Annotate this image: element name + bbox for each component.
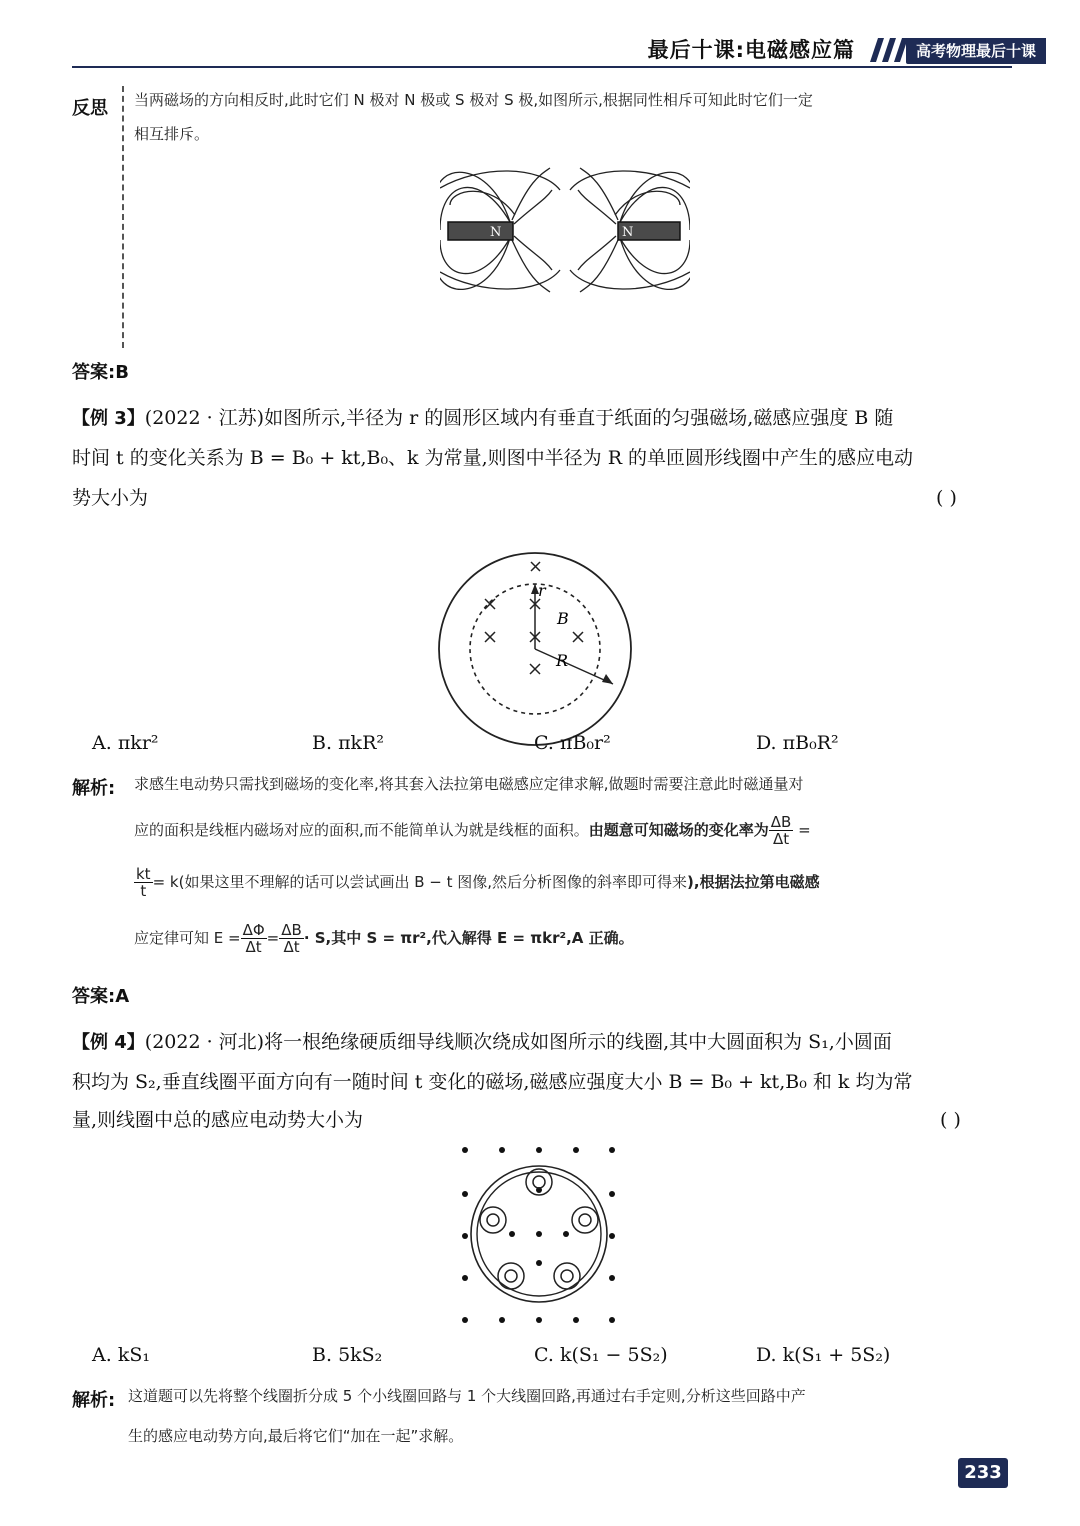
analysis3-line3: $\frac{kt}{t}$ = k(如果这里不理解的话可以尝试画出 B − t 图像,然后分析图像的斜率即可得来),根据法拉第电磁感: [136, 865, 820, 900]
option-d[interactable]: D. πB₀R²: [756, 732, 839, 754]
analysis4-line2: 生的感应电动势方向,最后将它们“加在一起”求解。: [128, 1427, 464, 1445]
answer1-label: 答案:: [72, 362, 116, 383]
header-rule: [72, 66, 1012, 68]
header-title: 最后十课:电磁感应篇: [647, 38, 855, 62]
answer2-value: A: [115, 986, 130, 1007]
example3-line3: 势大小为: [72, 487, 149, 509]
label-r: r: [538, 581, 546, 600]
option-c[interactable]: C. πB₀r²: [534, 732, 611, 754]
example4-line1: [72, 1024, 892, 1061]
reflection-tag: 反思: [72, 98, 108, 119]
example3-text1: (2022 · 江苏)如图所示,半径为 r 的圆形区域内有垂直于纸面的匀强磁场,磁感应强度 B 随: [144, 407, 894, 429]
option-b[interactable]: B. πkR²: [312, 732, 384, 754]
answer1-value: B: [115, 362, 129, 383]
answer1: [72, 358, 129, 384]
analysis3-tag: 解析:: [72, 778, 116, 799]
right-magnet-label: N: [622, 225, 634, 240]
analysis3-line4: 应定律可知 E = $\frac{\Delta\Phi}{\Delta t}$ = $\frac{\Delta B}{\Delta t}$ · S,其中 S = πr²,代入解得 E = πkr²,A 正确。: [134, 921, 634, 956]
option4-c[interactable]: C. k(S₁ − 5S₂): [534, 1344, 668, 1366]
analysis4-tag: 解析:: [72, 1390, 116, 1411]
example4-line2: 积均为 S₂,垂直线圈平面方向有一随时间 t 变化的磁场,磁感应强度大小 B = B₀ + kt,B₀ 和 k 均为常: [72, 1071, 913, 1093]
example4-tag: 【例 4】: [72, 1032, 145, 1053]
answer2-label: 答案:: [72, 986, 116, 1007]
label-R: R: [556, 651, 569, 670]
option4-b[interactable]: B. 5kS₂: [312, 1344, 383, 1366]
header-badge: 高考物理最后十课: [906, 38, 1046, 64]
reflection-divider: [122, 86, 124, 348]
analysis3-line2: 应的面积是线框内磁场对应的面积,而不能简单认为就是线框的面积。由题意可知磁场的变化率为 $\frac{\Delta B}{\Delta t}$ =: [134, 813, 811, 848]
option-a[interactable]: A. πkr²: [92, 732, 159, 754]
analysis4-line1: 这道题可以先将整个线圈折分成 5 个小线圈回路与 1 个大线圈回路,再通过右手定则,分析这些回路中产: [128, 1387, 806, 1405]
example4-text1: (2022 · 河北)将一根绝缘硬质细导线顺次绕成如图所示的线圈,其中大圆面积为 S₁,小圆面: [144, 1031, 892, 1053]
left-magnet-label: N: [490, 225, 502, 240]
answer2: [72, 982, 129, 1008]
left-magnet: [448, 222, 513, 240]
reflection-line1: 当两磁场的方向相反时,此时它们 N 极对 N 极或 S 极对 S 极,如图所示,根据同性相斥可知此时它们一定: [134, 91, 813, 109]
example4-bracket: ( ): [940, 1109, 961, 1131]
option4-d[interactable]: D. k(S₁ + 5S₂): [756, 1344, 891, 1366]
coil-figure: [450, 1138, 630, 1330]
reflection-line2: 相互排斥。: [134, 125, 210, 143]
page-number: 233: [958, 1458, 1008, 1488]
analysis3-line1: 求感生电动势只需找到磁场的变化率,将其套入法拉第电磁感应定律求解,做题时需要注意此时磁通量对: [134, 775, 804, 793]
example4-line3: 量,则线圈中总的感应电动势大小为: [72, 1109, 364, 1131]
circle-field-figure: [430, 544, 650, 754]
magnet-field-figure: [440, 160, 690, 310]
example3-line2: 时间 t 的变化关系为 B = B₀ + kt,B₀、k 为常量,则图中半径为 R 的单匝圆形线圈中产生的感应电动: [72, 447, 914, 469]
label-B: B: [557, 609, 569, 628]
example3-bracket: ( ): [936, 487, 957, 509]
example3-line1: [72, 400, 1022, 437]
option4-a[interactable]: A. kS₁: [92, 1344, 150, 1366]
example3-tag: 【例 3】: [72, 408, 145, 429]
header-stripes-icon: [870, 38, 910, 62]
